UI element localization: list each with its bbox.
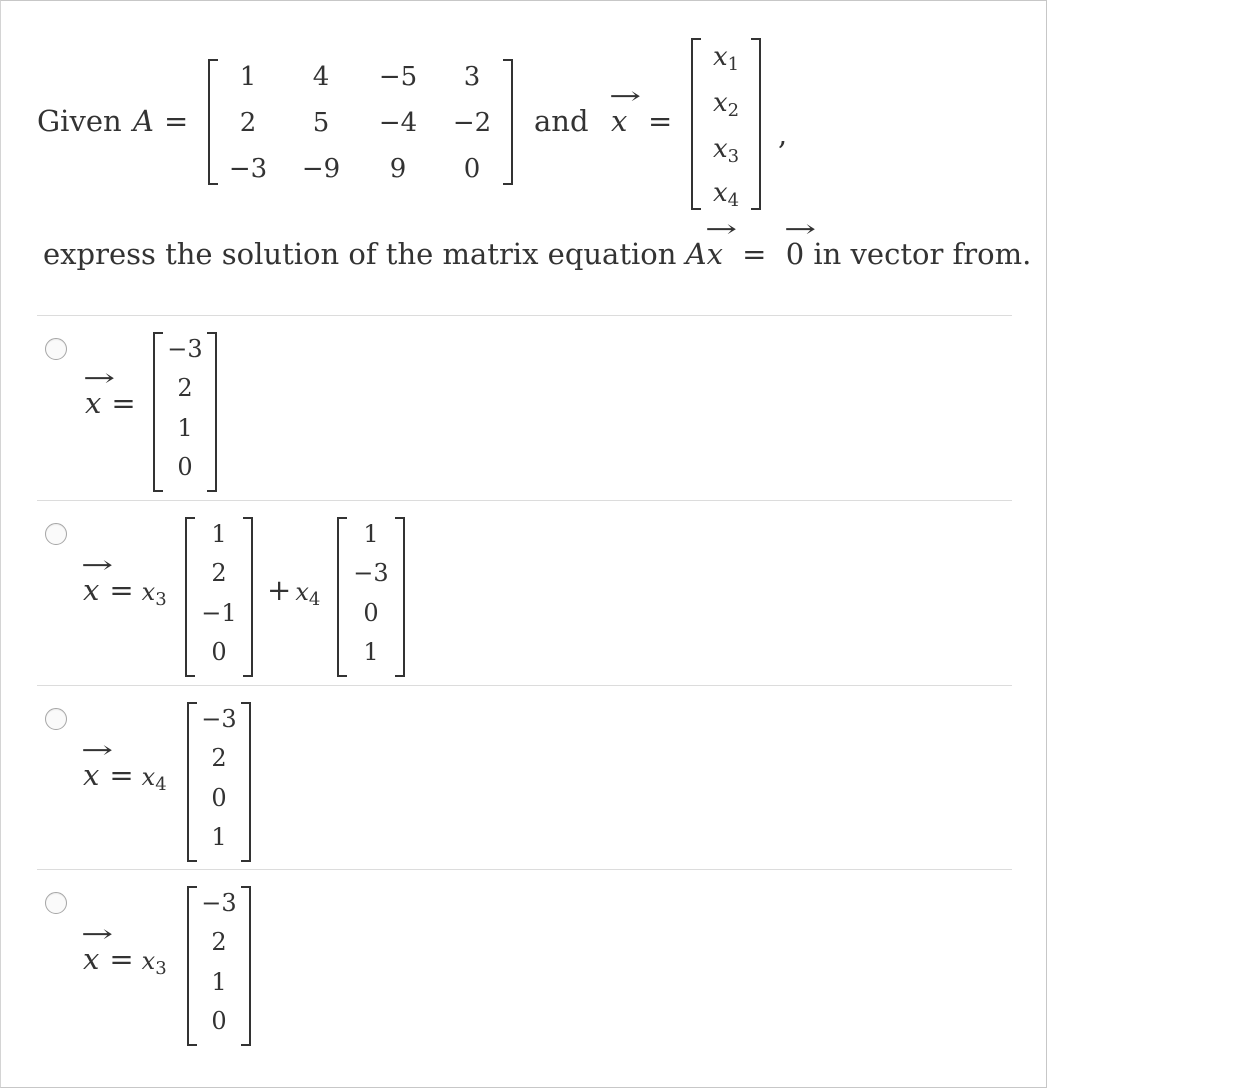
vector-entry: 2 [211, 559, 227, 587]
radio-button[interactable] [45, 338, 67, 360]
vector-entry: −3 [201, 889, 237, 917]
vector-entry: 1 [211, 968, 227, 996]
vector-entry: 1 [363, 638, 379, 666]
option-vector [185, 517, 253, 677]
vector-entry: −3 [201, 705, 237, 733]
matrix-a-cell: 5 [312, 108, 330, 138]
vector-arrow-icon: → [81, 736, 114, 764]
matrix-symbol-a: A [133, 104, 154, 138]
answer-option-3[interactable] [37, 686, 1012, 870]
vector-arrow-icon: → [83, 364, 116, 392]
and-label: and [534, 104, 589, 138]
option-plus-term: + $x_4$ [267, 573, 321, 610]
vector-entry: 2 [211, 928, 227, 956]
question-prompt: express the solution of the matrix equation A → x = → 0 in vector from. [43, 215, 1032, 271]
option-vector [187, 886, 251, 1046]
vector-entry: −3 [167, 335, 203, 363]
vector-entry: 0 [211, 638, 227, 666]
matrix-a-cell: −5 [378, 62, 418, 92]
vector-entry: −1 [201, 599, 237, 627]
option-vector [153, 332, 217, 492]
vector-entry: −3 [353, 559, 389, 587]
vector-entry: 0 [211, 784, 227, 812]
vector-arrow-icon: → [81, 920, 114, 948]
vector-entry: 2 [211, 744, 227, 772]
matrix-a-cell: 0 [463, 154, 481, 184]
vector-entry: 1 [211, 520, 227, 548]
matrix-a-cell: 3 [463, 62, 481, 92]
option-vector [337, 517, 405, 677]
radio-button[interactable] [45, 892, 67, 914]
option-lhs: → $x = x_4$ [81, 736, 167, 795]
matrix-a-cell: 1 [239, 62, 257, 92]
comma: , [778, 117, 788, 151]
option-lhs: → $x = x_3$ [81, 551, 167, 610]
vector-x-entry: $x_4$ [712, 178, 740, 211]
vector-arrow-icon: → [81, 551, 114, 579]
answer-option-2[interactable] [37, 501, 1012, 685]
radio-button[interactable] [45, 523, 67, 545]
matrix-a-cell: −3 [228, 154, 268, 184]
matrix-a-cell: −2 [452, 108, 492, 138]
matrix-a-cell: −9 [301, 154, 341, 184]
vector-entry: 1 [363, 520, 379, 548]
vector-x: → x [609, 82, 642, 138]
answer-option-4[interactable] [37, 870, 1012, 1054]
vector-entry: 2 [177, 374, 193, 402]
option-lhs: → $x = x_3$ [81, 920, 167, 979]
vector-arrow-icon: → [609, 82, 642, 110]
vector-arrow-icon: → [704, 215, 737, 243]
given-label: Given [37, 104, 122, 138]
matrix-a-cell: 4 [312, 62, 330, 92]
radio-button[interactable] [45, 708, 67, 730]
matrix-a-cell: 2 [239, 108, 257, 138]
vector-entry: 0 [363, 599, 379, 627]
vector-x-entry: $x_2$ [712, 88, 740, 121]
vector-entry: 0 [211, 1007, 227, 1035]
option-vector [187, 702, 251, 862]
matrix-a [208, 59, 513, 185]
vector-arrow-icon: → [783, 215, 816, 243]
option-lhs: → x = [83, 364, 136, 420]
answer-option-1[interactable] [37, 316, 1012, 500]
vector-x-entry: $x_3$ [712, 134, 740, 167]
vector-x-entry: $x_1$ [712, 42, 740, 75]
matrix-a-cell: 9 [389, 154, 407, 184]
vector-x-column [691, 38, 761, 210]
vector-entry: 1 [177, 414, 193, 442]
equals-sign: = [648, 104, 673, 138]
vector-entry: 0 [177, 453, 193, 481]
vector-entry: 1 [211, 823, 227, 851]
equals-sign: = [164, 104, 189, 138]
matrix-a-cell: −4 [378, 108, 418, 138]
